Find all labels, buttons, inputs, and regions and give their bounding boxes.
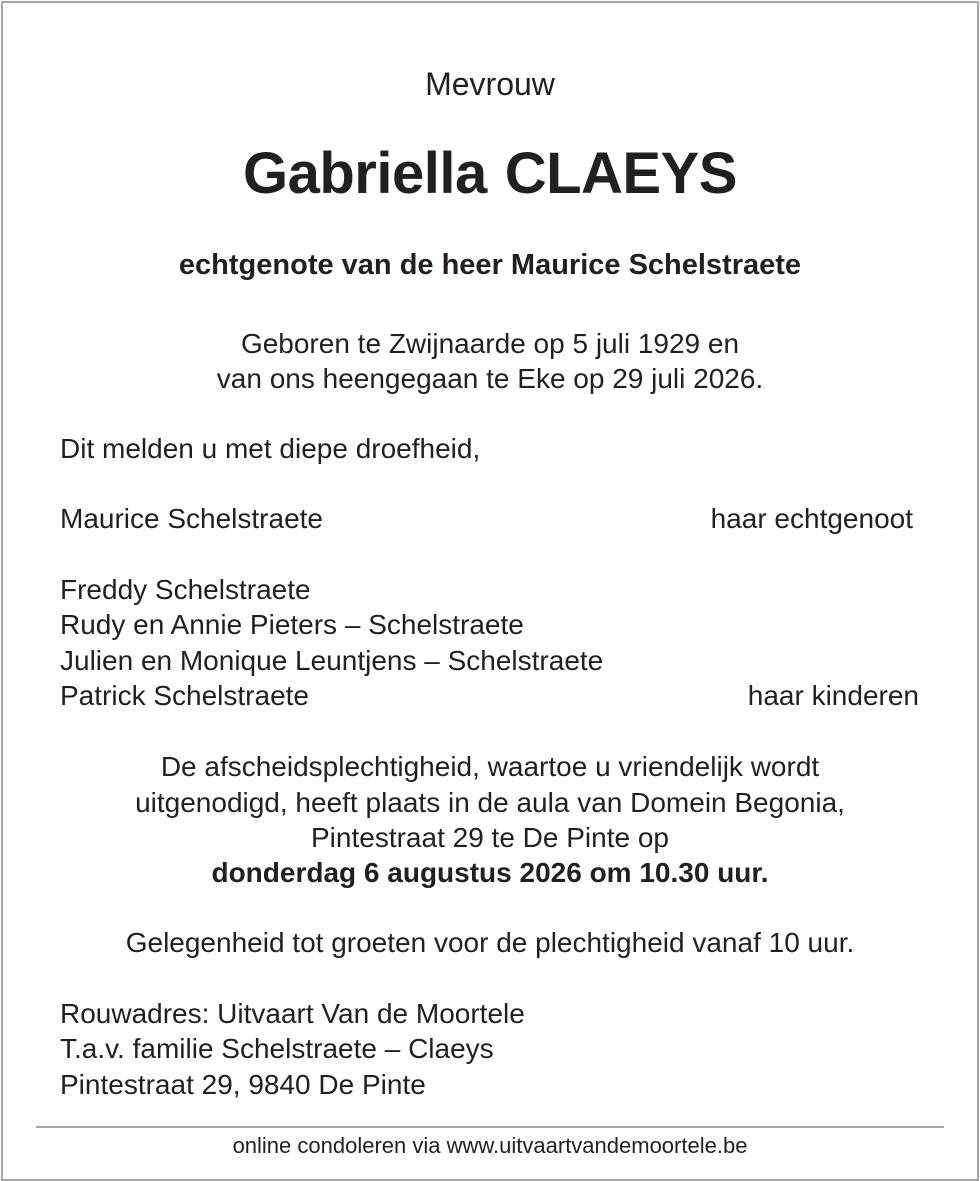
deceased-name: [0, 140, 980, 207]
address-line-1: Rouwadres: Uitvaart Van de Moortele: [60, 998, 525, 1029]
honorific-title: Mevrouw: [425, 66, 555, 102]
mourner-relation: haar echtgenoot: [710, 503, 913, 534]
birth-line-1: Geboren te Zwijnaarde op 5 juli 1929 en: [240, 328, 740, 359]
viewing-text: Gelegenheid tot groeten voor de plechtigheid vanaf 10 uur.: [125, 927, 855, 958]
spouse-subtitle: echtgenote van de heer Maurice Schelstraete: [178, 249, 802, 281]
condolence-link[interactable]: online condoleren via www.uitvaartvandemoortele.be: [232, 1133, 748, 1158]
mourner-name: Patrick Schelstraete: [60, 680, 309, 711]
intro-text: Dit melden u met diepe droefheid,: [60, 433, 481, 464]
address-line-2: T.a.v. familie Schelstraete – Claeys: [60, 1033, 494, 1064]
last-name: CLAEYS: [504, 141, 737, 206]
ceremony-datetime: donderdag 6 augustus 2026 om 10.30 uur.: [211, 857, 769, 888]
footer-divider: [36, 1126, 944, 1128]
ceremony-line-2: uitgenodigd, heeft plaats in de aula van Domein Begonia,: [135, 787, 845, 818]
mourner-name: Rudy en Annie Pieters – Schelstraete: [60, 609, 524, 640]
mourner-relation: haar kinderen: [747, 680, 919, 711]
mourner-name: Freddy Schelstraete: [60, 574, 311, 605]
ceremony-line-3: Pintestraat 29 te De Pinte op: [311, 822, 669, 853]
mourner-name: Maurice Schelstraete: [60, 503, 324, 534]
mourner-name: Julien en Monique Leuntjens – Schelstraete: [60, 645, 604, 676]
birth-line-2: van ons heengegaan te Eke op 29 juli 2026.: [216, 363, 764, 394]
ceremony-line-1: De afscheidsplechtigheid, waartoe u vriendelijk wordt: [160, 751, 820, 782]
address-line-3: Pintestraat 29, 9840 De Pinte: [60, 1069, 426, 1100]
first-name: Gabriella: [243, 141, 487, 206]
